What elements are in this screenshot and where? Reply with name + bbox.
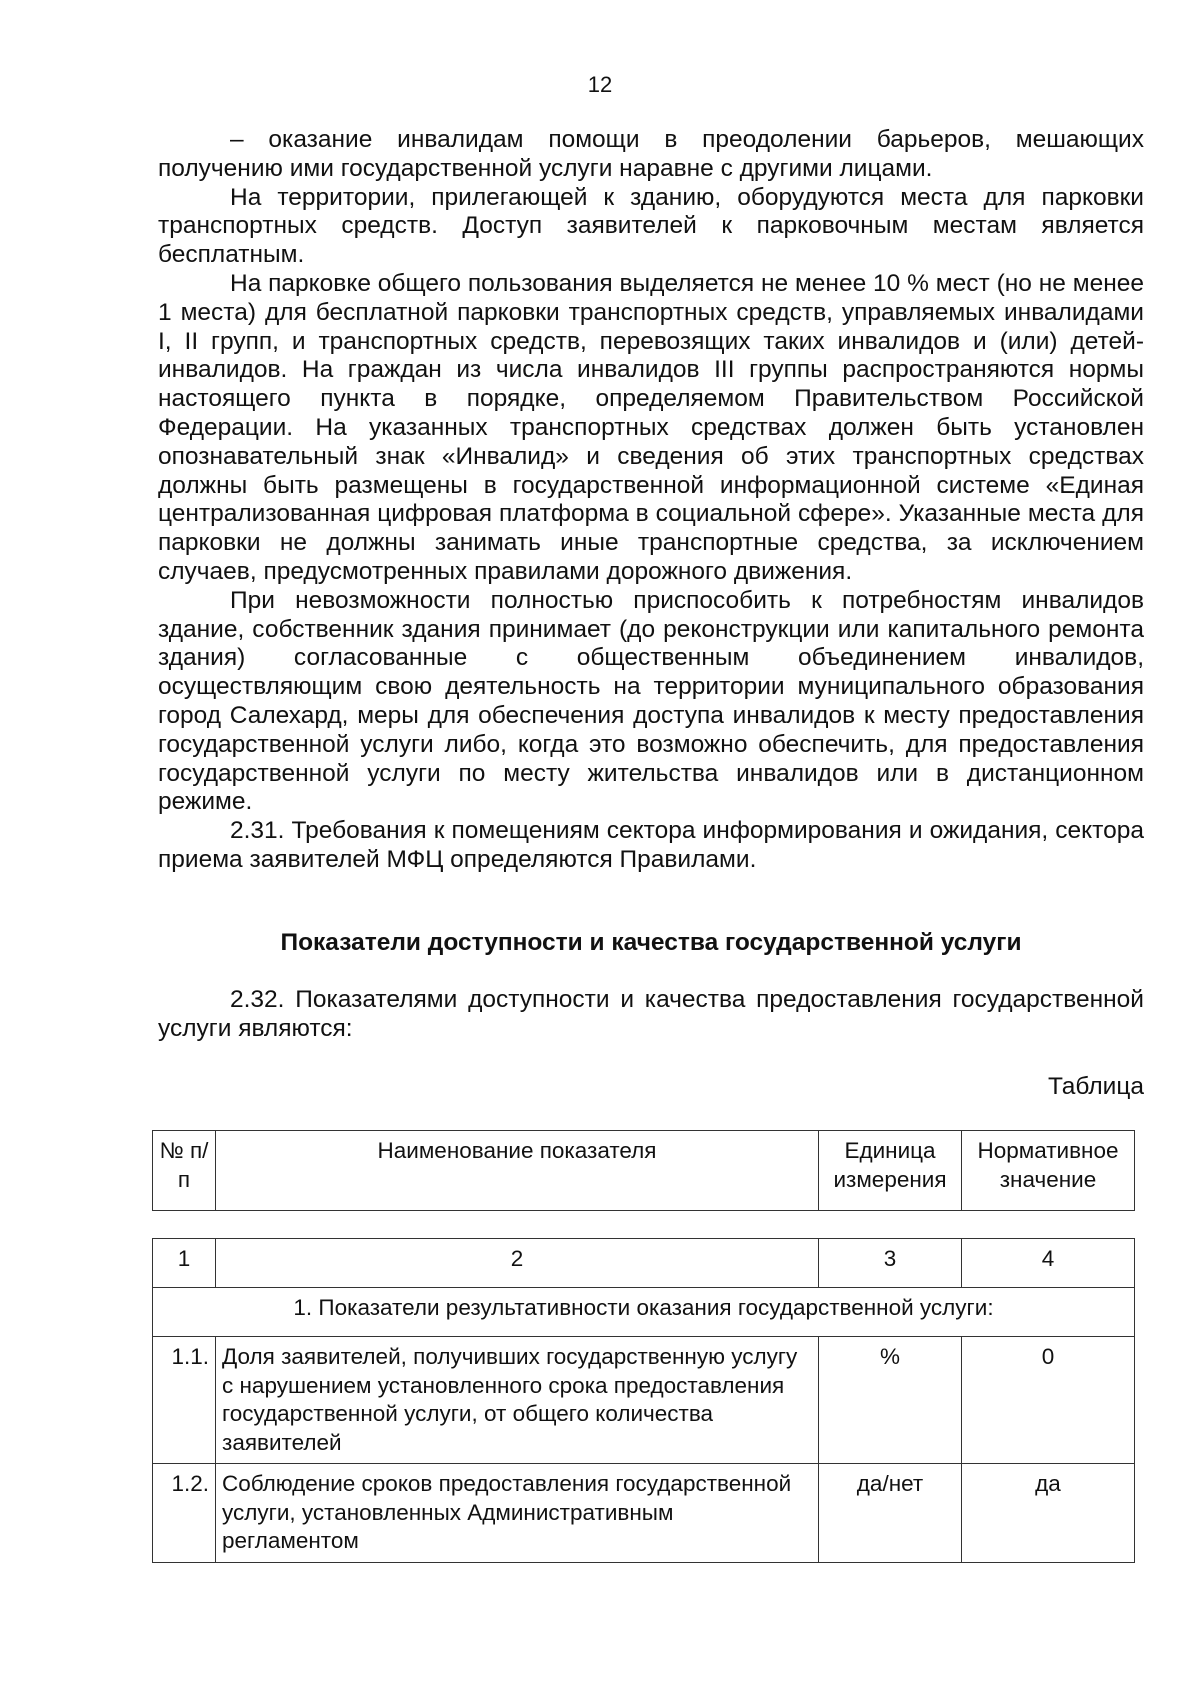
row-name: Соблюдение сроков предоставления государственной услуги, установленных Административным регламентом bbox=[216, 1464, 819, 1563]
column-index-cell: 4 bbox=[962, 1239, 1135, 1288]
column-index-cell: 1 bbox=[153, 1239, 216, 1288]
row-value: да bbox=[962, 1464, 1135, 1563]
column-index-cell: 2 bbox=[216, 1239, 819, 1288]
table-row bbox=[153, 1464, 1135, 1563]
row-unit: % bbox=[819, 1337, 962, 1464]
table-header-row bbox=[153, 1131, 1135, 1211]
group-row bbox=[153, 1288, 1135, 1337]
paragraph-2-32: 2.32. Показателями доступности и качества предоставления государственной услуги являются: bbox=[158, 986, 1144, 1042]
page-number: 12 bbox=[587, 72, 613, 97]
row-name: Доля заявителей, получивших государственную услугу с нарушением установленного срока предоставления государственной услуги, от общего количества заявителей bbox=[216, 1337, 819, 1464]
table-row bbox=[153, 1337, 1135, 1464]
header-value: Нормативное значение bbox=[962, 1131, 1135, 1211]
header-unit: Единица измерения bbox=[819, 1131, 962, 1211]
paragraph-barrier-assistance: – оказание инвалидам помощи в преодолении барьеров, мешающих получению ими государственной услуги наравне с другими лицами. bbox=[158, 126, 1144, 182]
paragraph-parking-quota: На парковке общего пользования выделяется не менее 10 % мест (но не менее 1 места) для бесплатной парковки транспортных средств, управляемых инвалидами I, II групп, и транспортных средств, перевозящих таких инвалидов и (или) детей-инвалидов. На граждан из числа инвалидов III группы распространяются нормы настоящего пункта в порядке, определяемом Правительством Российской Федерации. На указанных транспортных средствах должен быть установлен опознавательный знак «Инвалид» и сведения об этих транспортных средствах должны быть размещены в государственной информационной системе «Единая централизованная цифровая платформа в социальной сфере». Указанные места для парковки не должны занимать иные транспортные средства, за исключением случаев, предусмотренных правилами дорожного движения. bbox=[158, 269, 1144, 585]
row-num: 1.1. bbox=[153, 1337, 216, 1464]
row-num: 1.2. bbox=[153, 1464, 216, 1563]
column-index-cell: 3 bbox=[819, 1239, 962, 1288]
column-index-row bbox=[153, 1239, 1135, 1288]
body-text bbox=[158, 126, 1144, 875]
paragraph-building-adaptation: При невозможности полностью приспособить к потребностям инвалидов здание, собственник здания принимает (до реконструкции или капитального ремонта здания) согласованные с общественным объединением инвалидов, осуществляющим свою деятельность на территории муниципального образования город Салехард, меры для обеспечения доступа инвалидов к месту предоставления государственной услуги либо, когда это возможно обеспечить, для предоставления государственной услуги по месту жительства инвалидов или в дистанционном режиме. bbox=[158, 586, 1144, 816]
paragraph-2-31: 2.31. Требования к помещениям сектора информирования и ожидания, сектора приема заявителей МФЦ определяются Правилами. bbox=[158, 817, 1144, 873]
table-caption: Таблица bbox=[1047, 1073, 1144, 1100]
row-value: 0 bbox=[962, 1337, 1135, 1464]
section-heading: Показатели доступности и качества государственной услуги bbox=[280, 929, 1022, 956]
indicator-table-header bbox=[152, 1130, 1135, 1211]
row-unit: да/нет bbox=[819, 1464, 962, 1563]
indicator-table bbox=[152, 1238, 1135, 1563]
group-title: 1. Показатели результативности оказания государственной услуги: bbox=[153, 1288, 1135, 1337]
section-intro bbox=[158, 986, 1144, 1044]
header-name: Наименование показателя bbox=[216, 1131, 819, 1211]
header-num: № п/п bbox=[153, 1131, 216, 1211]
paragraph-parking-territory: На территории, прилегающей к зданию, оборудуются места для парковки транспортных средств. Доступ заявителей к парковочным местам является бесплатным. bbox=[158, 183, 1144, 269]
